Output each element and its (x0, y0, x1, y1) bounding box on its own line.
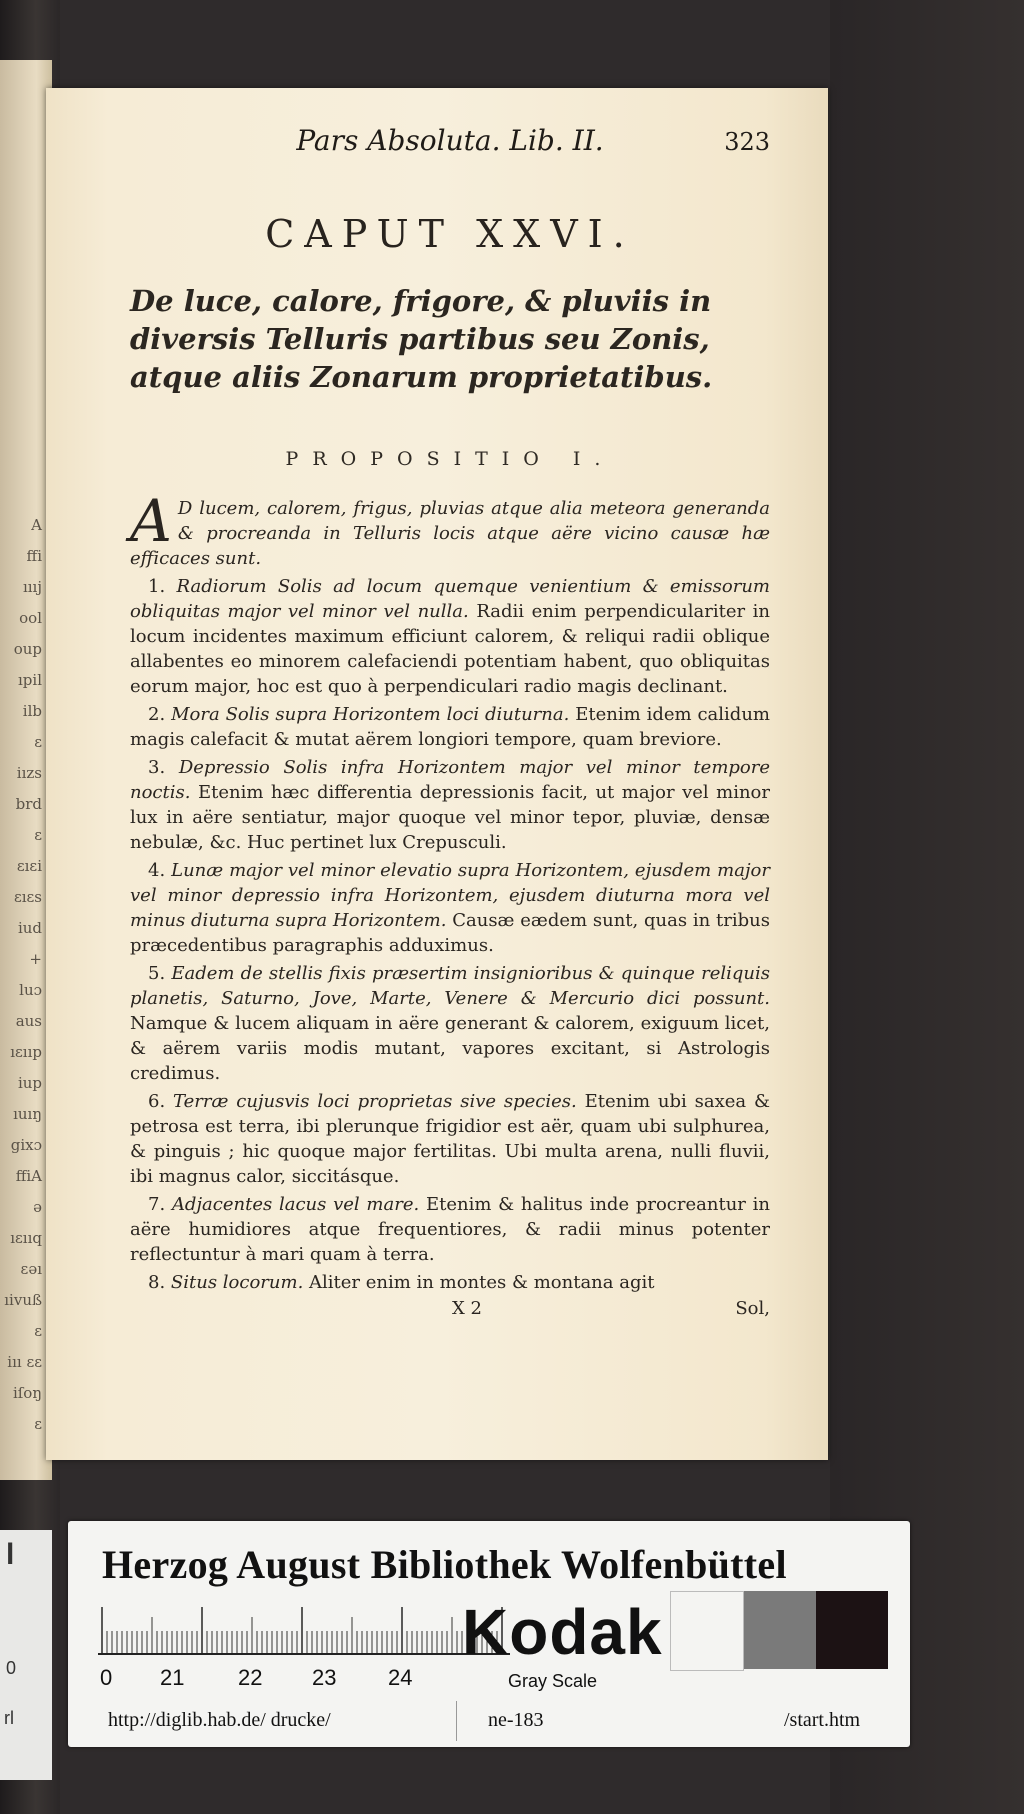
body-text (130, 487, 771, 1321)
chapter-title: De luce, calore, frigore, & pluviis in diversis Telluris partibus seu Zonis, atque aliis Zonarum proprietatibus. (130, 284, 713, 394)
page-footer (130, 1296, 770, 1321)
item-number: 2. (148, 704, 166, 725)
item-number: 1. (148, 576, 166, 597)
numbered-item (130, 961, 770, 1086)
numbered-item (130, 702, 770, 752)
margin-fragment: ɛıɛi (16, 857, 42, 875)
margin-fragment: iſoŋ (12, 1384, 42, 1402)
margin-fragment: ıpil (18, 671, 42, 689)
margin-fragment: ɛəı (20, 1260, 42, 1278)
page-content (130, 124, 770, 1321)
numbered-item (130, 1270, 770, 1295)
item-text: Etenim idem calidum magis calefacit & mutat aërem longiori tempore, quam breviore. (130, 704, 770, 750)
item-heading: Depressio Solis infra Horizontem major vel minor tempore noctis. (130, 757, 771, 803)
margin-fragment: gixɔ (10, 1136, 42, 1154)
intro-text: D lucem, calorem, frigus, pluvias atque alia meteora generanda & procreanda in Telluris locis atque aëre vicino causæ hæ efficaces sunt. (130, 498, 770, 569)
margin-fragment: iıı ɛɛ (7, 1353, 42, 1371)
item-heading: Terræ cujusvis loci proprietas sive species. (173, 1091, 577, 1112)
swatch-white (670, 1591, 744, 1671)
margin-fragment: ıivuß (4, 1291, 42, 1309)
margin-fragment: brd (15, 795, 42, 813)
numbered-item (130, 1089, 770, 1189)
color-target-card (68, 1521, 910, 1747)
swatch-black (816, 1591, 888, 1669)
margin-fragment: ıuıŋ (13, 1105, 42, 1123)
numbered-item (130, 858, 770, 958)
item-number: 8. (148, 1272, 166, 1293)
item-heading: Situs locorum. (170, 1272, 304, 1293)
ruler-ticks (98, 1601, 510, 1655)
item-number: 7. (148, 1194, 166, 1215)
item-number: 3. (148, 757, 166, 778)
footer-divider (456, 1701, 457, 1741)
url-left: http://diglib.hab.de/ drucke/ (108, 1709, 331, 1731)
margin-fragment: A (31, 516, 42, 534)
book-page (46, 88, 828, 1460)
margin-fragment: luɔ (19, 981, 42, 999)
gray-swatches (670, 1591, 888, 1669)
strip-char: l (6, 1538, 15, 1571)
item-heading: Eadem de stellis fixis præsertim insignioribus & quinque reliquis planetis, Saturno, Jove, Marte, Venere & Mercurio dici possunt. (130, 963, 770, 1009)
margin-fragment: ffiA (15, 1167, 42, 1185)
library-name: Herzog August Bibliothek Wolfenbüttel (102, 1542, 787, 1587)
item-text: Namque & lucem aliquam in aëre generant & calorem, exiguum licet, & aërem variis modis mutant, vapores excitant, si Astrologis credimus. (130, 1013, 770, 1084)
margin-fragment: ıııj (22, 578, 42, 596)
item-text: Causæ eædem sunt, quas in tribus præcedentibus paragraphis adduximus. (130, 910, 770, 956)
margin-fragment: ffi (26, 547, 42, 565)
url-right: /start.htm (784, 1709, 861, 1731)
item-text: Etenim & halitus inde procreantur in aëre humidiores atque frequentiores, & radii minus potenter reflectuntur à mari quam à terra. (130, 1194, 770, 1265)
gray-scale-label: Gray Scale (508, 1671, 598, 1691)
kodak-logo: Kodak (462, 1596, 663, 1668)
item-text: Aliter enim in montes & montana agit (309, 1272, 655, 1293)
item-number: 5. (148, 963, 166, 984)
numbered-items (130, 574, 770, 1295)
strip-char: 0 (6, 1658, 17, 1678)
margin-fragment: ilb (22, 702, 42, 720)
ruler-scale (98, 1601, 510, 1705)
item-number: 6. (148, 1091, 166, 1112)
margin-fragment: oup (13, 640, 42, 658)
margin-fragment: iızs (16, 764, 42, 782)
item-heading: Radiorum Solis ad locum quemque venientium & emissorum obliquitas major vel minor vel nulla. (130, 576, 770, 622)
url-mid: ne-183 (488, 1709, 544, 1731)
item-text: Radii enim perpendiculariter in locum incidentes maximum efficiunt calorem, & reliqui radii oblique allabentes eo minorem calefaciendi potentiam habent, quo obliquitas eorum major, hoc est quo à perpendiculari radio magis declinant. (130, 601, 770, 697)
signature-mark: X 2 (452, 1298, 482, 1319)
drop-cap: A (130, 487, 172, 555)
ruler-number: 23 (312, 1665, 337, 1690)
previous-page-margin-text (0, 510, 48, 1433)
item-text: Etenim hæc differentia depressionis facit, ut major vel minor lux in aëre sentiatur, major quoque vel minor tepor, pluviæ, densæ nebulæ, &c. Huc pertinet lux Crepusculi. (130, 782, 770, 853)
ruler-number: 22 (238, 1665, 263, 1690)
margin-fragment: aus (15, 1012, 42, 1030)
margin-fragment: ıɛııq (10, 1229, 42, 1247)
numbered-item (130, 755, 770, 855)
catchword: Sol, (735, 1298, 770, 1319)
ruler-number: 0 (100, 1665, 113, 1690)
margin-fragment: ɛ (34, 1415, 42, 1433)
previous-card-strip (0, 1530, 52, 1780)
running-head (130, 124, 770, 168)
margin-fragment: ool (19, 609, 42, 627)
ruler-number: 24 (388, 1665, 413, 1690)
item-text: Etenim ubi saxea & petrosa est terra, ibi plerunque frigidior est aër, quam ubi sulphurea, & pinguis ; hic quoque major fertilitas. Ubi multa arena, nulli fluvii, ibi magnus calor, siccitásque. (130, 1091, 770, 1187)
swatch-gray (744, 1591, 816, 1669)
margin-fragment: ɛıɛs (13, 888, 42, 906)
margin-fragment: + (29, 950, 42, 968)
proposition-heading: PROPOSITIO I. (285, 448, 615, 470)
margin-fragment: ɛ (34, 733, 42, 751)
margin-fragment: ıɛııp (10, 1043, 42, 1061)
margin-fragment: ə (33, 1198, 42, 1216)
chapter-heading: CAPUT XXVI. (265, 212, 635, 256)
ruler-number: 21 (160, 1665, 185, 1690)
strip-char: rl (4, 1708, 14, 1728)
previous-page-edge (0, 60, 52, 1480)
page-number: 323 (724, 128, 770, 156)
item-heading: Adjacentes lacus vel mare. (171, 1194, 420, 1215)
margin-fragment: ɛ (34, 826, 42, 844)
intro-paragraph (130, 487, 770, 571)
running-head-title: Pars Absoluta. Lib. II. (296, 124, 604, 157)
item-heading: Mora Solis supra Horizontem loci diuturna. (171, 704, 570, 725)
numbered-item (130, 1192, 770, 1267)
numbered-item (130, 574, 770, 699)
margin-fragment: iup (17, 1074, 42, 1092)
item-number: 4. (148, 860, 166, 881)
margin-fragment: iud (17, 919, 42, 937)
item-heading: Lunæ major vel minor elevatio supra Horizontem, ejusdem major vel minor depressio infra Horizontem, ejusdem diuturna mora vel minus diuturna supra Horizontem. (130, 860, 770, 931)
margin-fragment: ɛ (34, 1322, 42, 1340)
